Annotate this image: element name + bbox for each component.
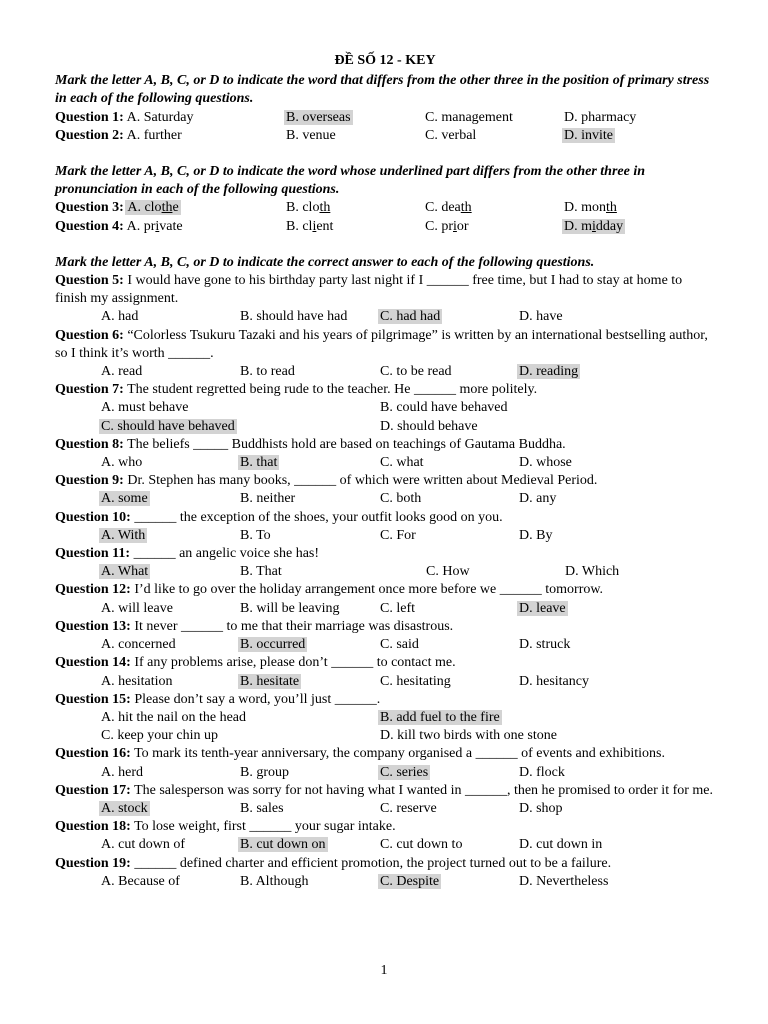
question-14: Question 14: If any problems arise, please don’t ______ to contact me. [55,655,456,671]
question-17-options [55,800,715,818]
question-12-options [55,600,715,618]
option-b: B. To [240,527,271,543]
option-a-answer: A. clothe [127,200,179,216]
option-d: D. hesitancy [519,673,589,689]
question-17: Question 17: The salesperson was sorry for not having what I wanted in ______, then he promised to order it for me. [55,782,714,798]
question-18-options [55,836,715,854]
option-c: C. to be read [380,364,452,380]
option-d: D. kill two birds with one stone [380,728,557,744]
question-9: Question 9: Dr. Stephen has many books, ______ of which were written about Medieval Period. [55,473,598,489]
option-a-answer: A. stock [101,800,148,816]
option-b: B. could have behaved [380,400,508,416]
option-c-answer: C. Despite [380,873,440,889]
option-c: C. prior [425,218,469,234]
option-a-answer: A. What [101,564,149,580]
option-d-answer: D. reading [519,364,579,380]
option-a: A. will leave [101,600,173,616]
option-a: A. who [101,455,143,471]
question-10-options [55,527,715,545]
option-d: D. month [564,200,617,216]
option-b-answer: B. overseas [286,109,351,125]
option-d-answer: D. leave [519,600,566,616]
option-a: A. herd [101,764,143,780]
question-8: Question 8: The beliefs _____ Buddhists hold are based on teachings of Gautama Buddha. [55,436,566,452]
question-13-options [55,636,715,654]
option-b-answer: B. add fuel to the fire [380,709,500,725]
option-b: B. to read [240,364,295,380]
option-a: A. cut down of [101,837,185,853]
option-c: C. verbal [425,127,477,143]
option-c: C. keep your chin up [101,728,219,744]
option-b-answer: B. that [240,455,278,471]
question-label: Question 4: [55,218,124,234]
option-d: D. whose [519,455,572,471]
option-b: B. That [240,564,282,580]
instruction-correct-answer: Mark the letter A, B, C, or D to indicate the correct answer to each of the following questions. [55,254,595,270]
question-16-options [55,764,715,782]
option-b: B. client [286,218,334,234]
question-3 [55,199,715,217]
question-7: Question 7: The student regretted being rude to the teacher. He ______ more politely. [55,382,538,398]
question-6: Question 6: “Colorless Tsukuru Tazaki and his years of pilgrimage” is written by an international bestselling author, so I think it’s worth ______. [55,327,708,361]
question-12: Question 12: I’d like to go over the holiday arrangement once more before we ______ tomorrow. [55,582,604,598]
option-a: A. had [101,309,139,325]
question-7-options-cd [55,418,715,436]
question-label: Question 3: [55,200,124,216]
option-d: D. pharmacy [564,109,637,125]
option-a: A. concerned [101,637,176,653]
option-c-answer: C. should have behaved [101,418,235,434]
question-18: Question 18: To lose weight, first ______ your sugar intake. [55,819,396,835]
option-d: D. Nevertheless [519,873,609,889]
document-page [55,52,715,891]
option-a: A. further [126,127,182,143]
option-c: C. management [425,109,513,125]
option-a: A. Saturday [126,109,194,125]
instruction-pronunciation: Mark the letter A, B, C, or D to indicate the word whose underlined part differs from the other three in pronunciation in each of the following questions. [55,164,645,198]
option-b: B. will be leaving [240,600,340,616]
option-c: C. cut down to [380,837,463,853]
question-9-options [55,490,715,508]
option-d: D. shop [519,800,563,816]
option-b: B. should have had [240,309,348,325]
question-2 [55,127,715,145]
option-a: A. must behave [101,400,189,416]
question-1 [55,109,715,127]
option-c: C. For [380,527,416,543]
question-11-options [55,563,715,581]
question-13: Question 13: It never ______ to me that their marriage was disastrous. [55,618,454,634]
option-d: D. any [519,491,557,507]
option-a-answer: A. some [101,491,148,507]
option-b: B. group [240,764,289,780]
option-b: B. cloth [286,200,331,216]
option-d-answer: D. midday [564,218,624,234]
question-11: Question 11: ______ an angelic voice she has! [55,546,320,562]
question-6-options [55,363,715,381]
option-c-answer: C. had had [380,309,441,325]
option-a: A. hesitation [101,673,173,689]
option-a: A. Because of [101,873,180,889]
question-7-options-ab [55,399,715,417]
option-b-answer: B. cut down on [240,837,326,853]
option-c: C. what [380,455,424,471]
question-5-options [55,308,715,326]
page-number: 1 [380,963,388,978]
option-c-answer: C. series [380,764,429,780]
option-c: C. hesitating [380,673,451,689]
option-d: D. flock [519,764,565,780]
question-15: Question 15: Please don’t say a word, you’ll just ______. [55,691,381,707]
option-d: D. should behave [380,418,478,434]
question-16: Question 16: To mark its tenth-year anniversary, the company organised a ______ of events and exhibitions. [55,746,665,762]
option-c: C. both [380,491,422,507]
option-b: B. neither [240,491,296,507]
question-5: Question 5: I would have gone to his birthday party last night if I ______ free time, but I had to stay at home to finish my assignment. [55,273,683,307]
option-b: B. sales [240,800,284,816]
option-d-answer: D. invite [564,127,613,143]
option-a-answer: A. With [101,527,146,543]
question-4 [55,218,715,236]
option-b: B. venue [286,127,336,143]
option-c: C. How [426,564,470,580]
option-c: C. death [425,200,472,216]
option-a: A. private [126,218,183,234]
option-d: D. have [519,309,563,325]
question-8-options [55,454,715,472]
option-d: D. Which [565,564,620,580]
question-19-options [55,873,715,891]
option-d: D. By [519,527,553,543]
option-a: A. hit the nail on the head [101,709,247,725]
option-d: D. struck [519,637,571,653]
option-b-answer: B. hesitate [240,673,300,689]
option-a: A. read [101,364,143,380]
option-b: B. Although [240,873,309,889]
question-label: Question 2: [55,127,124,143]
option-b-answer: B. occurred [240,637,306,653]
question-15-options-ab [55,709,715,727]
question-15-options-cd [55,727,715,745]
option-c: C. reserve [380,800,437,816]
instruction-stress: Mark the letter A, B, C, or D to indicate the word that differs from the other three in the position of primary stress in each of the following questions. [55,73,710,107]
option-d: D. cut down in [519,837,603,853]
page-title: ĐỀ SỐ 12 - KEY [334,53,436,68]
question-label: Question 1: [55,109,124,125]
option-c: C. said [380,637,419,653]
question-10: Question 10: ______ the exception of the shoes, your outfit looks good on you. [55,509,503,525]
option-c: C. left [380,600,415,616]
question-19: Question 19: ______ defined charter and efficient promotion, the project turned out to be a failure. [55,855,612,871]
question-14-options [55,673,715,691]
